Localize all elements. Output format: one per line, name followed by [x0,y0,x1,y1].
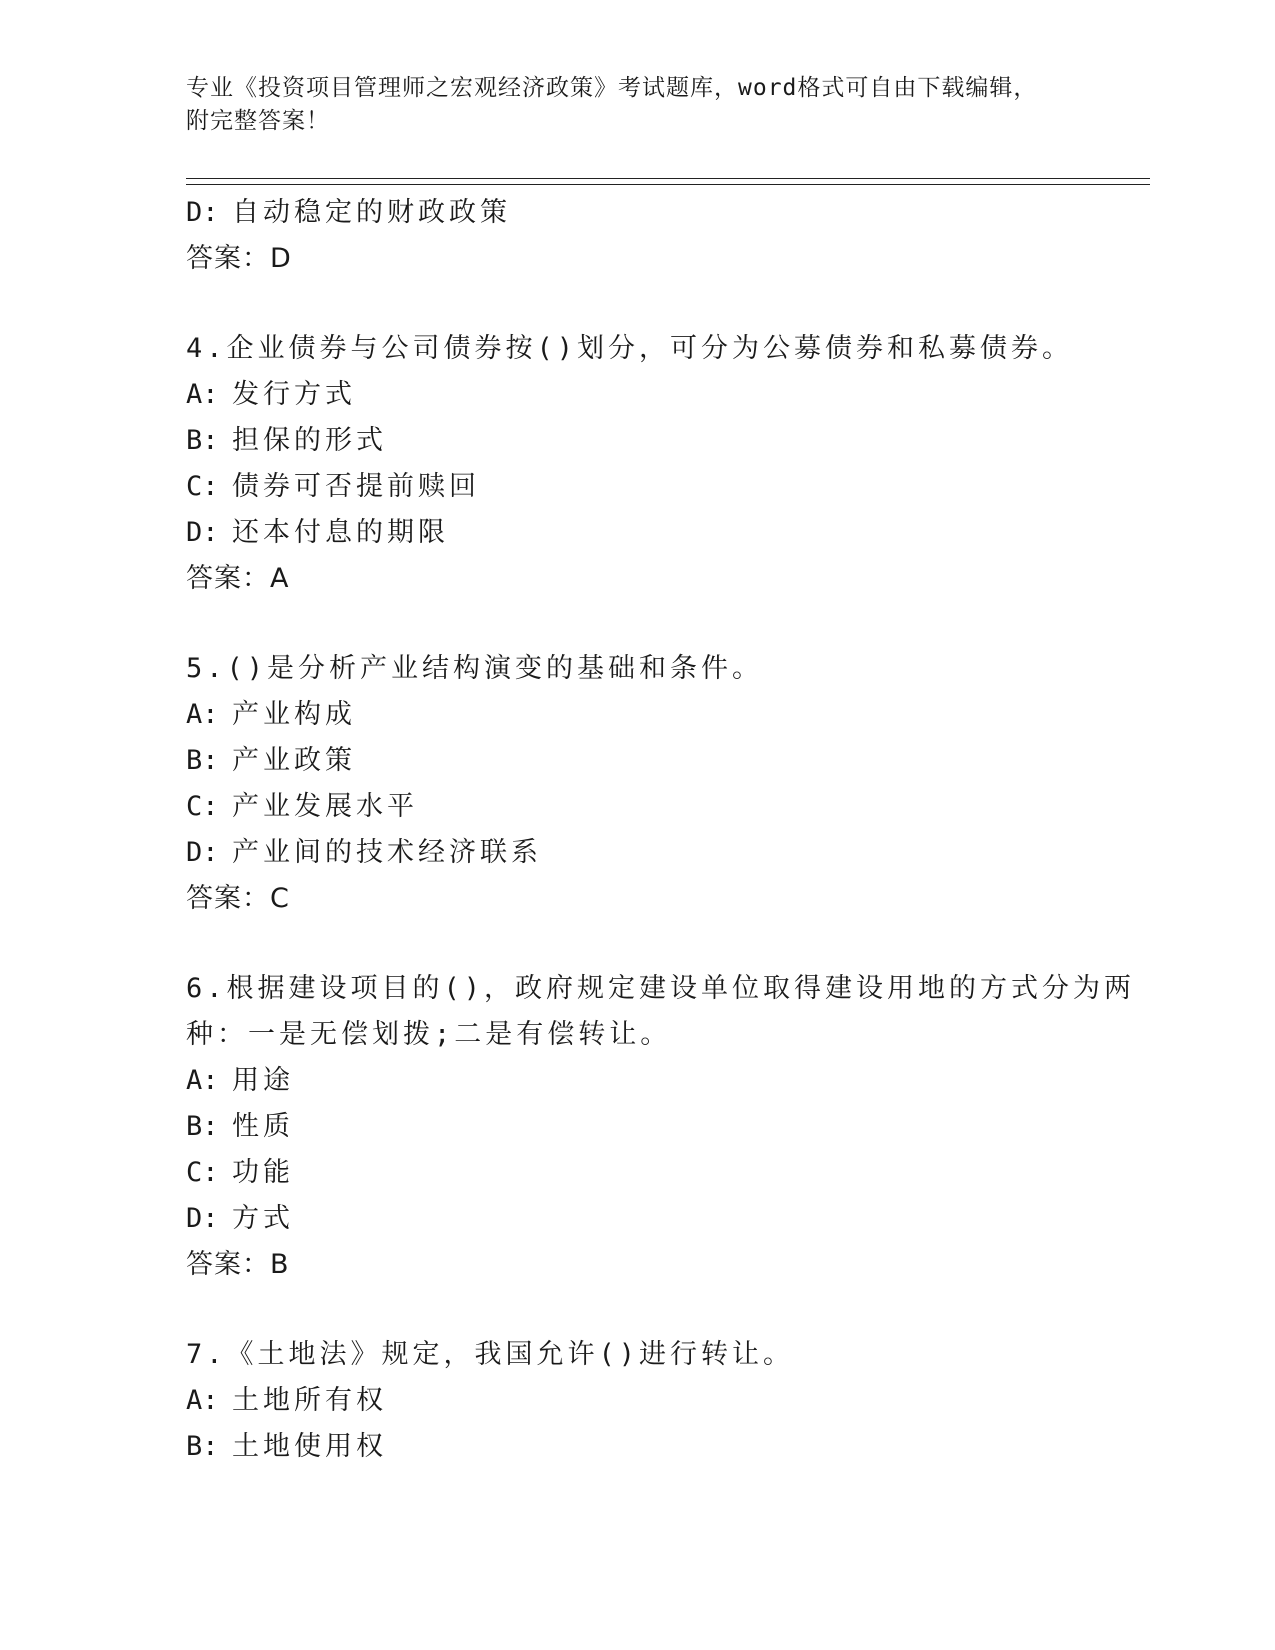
option-b [186,418,1166,464]
header-divider-top [186,178,1150,179]
option-c [186,784,1166,830]
document-header [186,72,1086,138]
option-d [186,510,1166,556]
answer-line: 答案：D [186,243,292,274]
option-d [186,190,1166,236]
option-letter: A: [186,379,219,410]
option-letter: D: [186,517,219,548]
option-letter: B: [186,1111,219,1142]
option-text: 产业构成 [232,699,356,730]
option-text: 自动稳定的财政政策 [232,197,511,228]
option-text: 性质 [232,1111,294,1142]
question-6-text-line-2: 种：一是无偿划拨;二是有偿转让。 [186,1019,672,1050]
option-c [186,1150,1166,1196]
question-7-text: 7.《土地法》规定，我国允许()进行转让。 [186,1339,795,1370]
option-c [186,464,1166,510]
option-letter: A: [186,699,219,730]
option-a [186,372,1166,418]
question-5-text: 5.()是分析产业结构演变的基础和条件。 [186,653,764,684]
option-text: 土地使用权 [232,1431,387,1462]
option-text: 功能 [232,1157,294,1188]
option-letter: D: [186,197,219,228]
option-text: 还本付息的期限 [232,517,449,548]
option-letter: B: [186,745,219,776]
option-letter: C: [186,471,219,502]
option-letter: A: [186,1385,219,1416]
question-4-text: 4.企业债券与公司债券按()划分，可分为公募债券和私募债券。 [186,333,1074,364]
option-b [186,738,1166,784]
option-b [186,1104,1166,1150]
option-text: 方式 [232,1203,294,1234]
option-d [186,830,1166,876]
option-b [186,1424,1166,1470]
option-text: 用途 [232,1065,294,1096]
option-letter: C: [186,791,219,822]
option-text: 产业间的技术经济联系 [232,837,542,868]
option-text: 土地所有权 [232,1385,387,1416]
option-text: 发行方式 [232,379,356,410]
option-text: 产业发展水平 [232,791,418,822]
answer-line: 答案：A [186,563,290,594]
option-d [186,1196,1166,1242]
option-letter: A: [186,1065,219,1096]
question-list [186,190,1166,1470]
option-text: 债券可否提前赎回 [232,471,480,502]
option-a [186,692,1166,738]
option-letter: D: [186,1203,219,1234]
option-text: 产业政策 [232,745,356,776]
option-letter: B: [186,1431,219,1462]
answer-line: 答案：B [186,1249,290,1280]
header-divider-bottom [186,184,1150,185]
answer-line: 答案：C [186,883,290,914]
option-letter: B: [186,425,219,456]
option-text: 担保的形式 [232,425,387,456]
option-a [186,1378,1166,1424]
question-6-text-line-1: 6.根据建设项目的()，政府规定建设单位取得建设用地的方式分为两 [186,973,1136,1004]
header-line-1: 专业《投资项目管理师之宏观经济政策》考试题库，word格式可自由下载编辑， [186,75,1038,101]
option-letter: C: [186,1157,219,1188]
option-a [186,1058,1166,1104]
header-line-2: 附完整答案！ [186,108,330,134]
option-letter: D: [186,837,219,868]
